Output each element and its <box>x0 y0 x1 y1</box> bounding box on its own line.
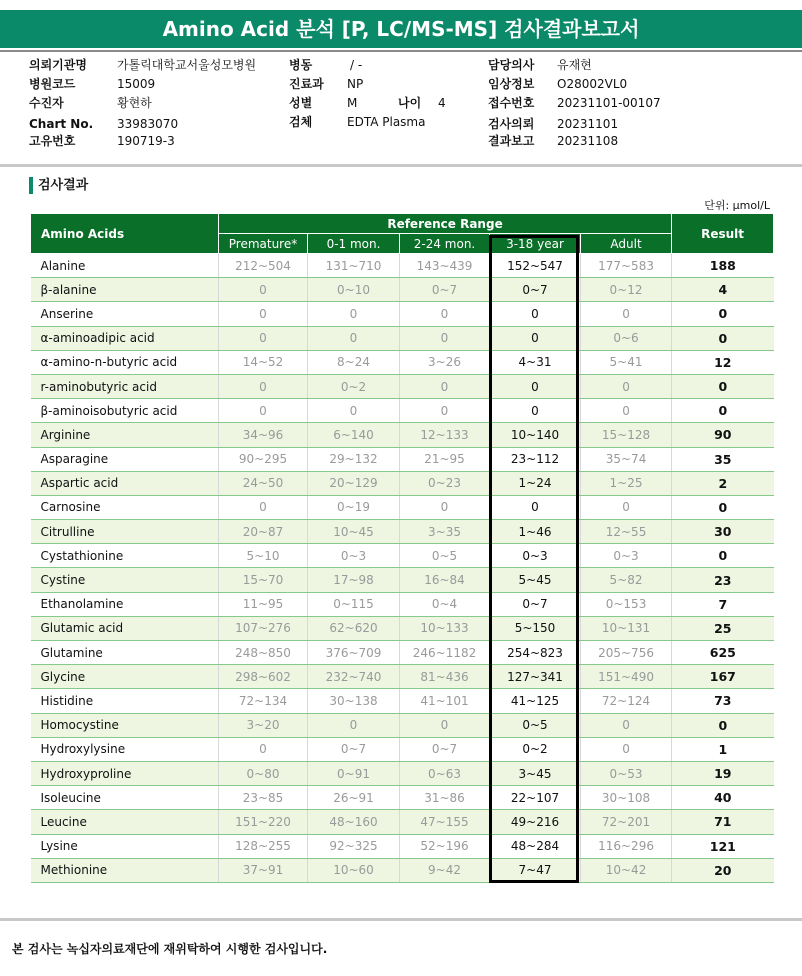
reference-range-cell: 0 <box>400 399 490 423</box>
result-value: 0 <box>672 495 774 519</box>
amino-acid-name: Hydroxyproline <box>31 761 219 785</box>
reference-range-cell: 0 <box>308 302 400 326</box>
reference-range-cell: 0 <box>308 326 400 350</box>
table-row <box>31 689 774 713</box>
reference-range-cell: 0 <box>581 399 672 423</box>
table-row <box>31 544 774 568</box>
info-value: NP <box>347 77 364 91</box>
info-value: 190719-3 <box>117 134 175 148</box>
reference-range-cell: 0 <box>490 374 581 398</box>
table-row <box>31 568 774 592</box>
table-row <box>31 399 774 423</box>
reference-range-cell: 26~91 <box>308 786 400 810</box>
result-value: 0 <box>672 399 774 423</box>
reference-range-cell: 107~276 <box>219 616 308 640</box>
reference-range-cell: 151~220 <box>219 810 308 834</box>
reference-range-cell: 16~84 <box>400 568 490 592</box>
info-label: 검사의뢰 <box>488 117 535 131</box>
table-row <box>31 665 774 689</box>
amino-acid-name: Homocystine <box>31 713 219 737</box>
reference-range-cell: 90~295 <box>219 447 308 471</box>
info-label: 접수번호 <box>488 96 535 110</box>
info-label: 병원코드 <box>29 77 76 91</box>
result-value: 30 <box>672 520 774 544</box>
reference-range-cell: 0 <box>490 302 581 326</box>
result-value: 625 <box>672 641 774 665</box>
reference-range-cell: 15~128 <box>581 423 672 447</box>
reference-range-cell: 0~53 <box>581 761 672 785</box>
reference-range-cell: 0 <box>581 374 672 398</box>
reference-range-cell: 0~2 <box>490 737 581 761</box>
info-label: 성별 <box>289 96 313 110</box>
reference-range-cell: 0 <box>581 737 672 761</box>
reference-range-cell: 62~620 <box>308 616 400 640</box>
reference-range-cell: 0 <box>581 495 672 519</box>
reference-range-cell: 0 <box>581 302 672 326</box>
table-row <box>31 737 774 761</box>
reference-range-cell: 81~436 <box>400 665 490 689</box>
reference-range-cell: 92~325 <box>308 834 400 858</box>
reference-range-cell: 48~160 <box>308 810 400 834</box>
result-value: 167 <box>672 665 774 689</box>
reference-range-cell: 212~504 <box>219 254 308 278</box>
reference-range-cell: 10~133 <box>400 616 490 640</box>
table-row <box>31 761 774 785</box>
reference-range-cell: 0 <box>400 374 490 398</box>
reference-range-cell: 0~3 <box>581 544 672 568</box>
reference-range-cell: 376~709 <box>308 641 400 665</box>
reference-range-cell: 205~756 <box>581 641 672 665</box>
reference-range-cell: 0 <box>308 399 400 423</box>
amino-acid-name: α-amino-n-butyric acid <box>31 350 219 374</box>
table-row <box>31 592 774 616</box>
reference-range-cell: 48~284 <box>490 834 581 858</box>
table-row <box>31 326 774 350</box>
info-label: 병동 <box>289 58 313 72</box>
info-value: 33983070 <box>117 117 179 131</box>
footer-note: 본 검사는 녹십자의료재단에 재위탁하여 시행한 검사입니다. <box>12 942 328 956</box>
reference-range-cell: 131~710 <box>308 254 400 278</box>
amino-acid-name: Hydroxylysine <box>31 737 219 761</box>
amino-acid-name: r-aminobutyric acid <box>31 374 219 398</box>
result-value: 0 <box>672 374 774 398</box>
reference-range-cell: 0~4 <box>400 592 490 616</box>
reference-range-cell: 72~134 <box>219 689 308 713</box>
info-label: 담당의사 <box>488 58 535 72</box>
reference-range-cell: 3~20 <box>219 713 308 737</box>
result-value: 0 <box>672 713 774 737</box>
amino-acid-name: Aspartic acid <box>31 471 219 495</box>
result-value: 188 <box>672 254 774 278</box>
table-row <box>31 641 774 665</box>
result-value: 25 <box>672 616 774 640</box>
info-label: 검체 <box>289 115 313 129</box>
amino-acid-name: Alanine <box>31 254 219 278</box>
reference-range-cell: 20~129 <box>308 471 400 495</box>
reference-range-cell: 14~52 <box>219 350 308 374</box>
reference-range-cell: 1~25 <box>581 471 672 495</box>
amino-acid-name: Glycine <box>31 665 219 689</box>
reference-range-cell: 41~101 <box>400 689 490 713</box>
result-value: 0 <box>672 326 774 350</box>
table-row <box>31 254 774 278</box>
reference-range-cell: 0~7 <box>490 278 581 302</box>
info-label: Chart No. <box>29 117 94 131</box>
col-header-ref: Adult <box>581 234 672 254</box>
result-value: 90 <box>672 423 774 447</box>
reference-range-cell: 0 <box>219 374 308 398</box>
result-value: 23 <box>672 568 774 592</box>
table-row <box>31 616 774 640</box>
reference-range-cell: 0 <box>400 713 490 737</box>
result-value: 71 <box>672 810 774 834</box>
reference-range-cell: 232~740 <box>308 665 400 689</box>
reference-range-cell: 5~10 <box>219 544 308 568</box>
table-row <box>31 858 774 882</box>
amino-acid-name: β-alanine <box>31 278 219 302</box>
reference-range-cell: 10~45 <box>308 520 400 544</box>
amino-acid-name: Methionine <box>31 858 219 882</box>
reference-range-cell: 0 <box>400 495 490 519</box>
result-value: 20 <box>672 858 774 882</box>
result-value: 12 <box>672 350 774 374</box>
info-value: O28002VL0 <box>557 77 628 91</box>
reference-range-cell: 24~50 <box>219 471 308 495</box>
amino-acid-name: Arginine <box>31 423 219 447</box>
info-label: 결과보고 <box>488 134 535 148</box>
reference-range-cell: 0~7 <box>308 737 400 761</box>
reference-range-cell: 0~5 <box>400 544 490 568</box>
info-value: 황현하 <box>117 96 152 110</box>
reference-range-cell: 3~45 <box>490 761 581 785</box>
reference-range-cell: 0~7 <box>400 278 490 302</box>
table-row <box>31 520 774 544</box>
reference-range-cell: 0~2 <box>308 374 400 398</box>
unit-label: 단위: μmol/L <box>704 199 770 212</box>
section-marker <box>29 177 33 194</box>
reference-range-cell: 116~296 <box>581 834 672 858</box>
col-header-ref: Premature* <box>219 234 308 254</box>
age-group-highlight-box <box>489 235 579 883</box>
result-value: 1 <box>672 737 774 761</box>
table-row <box>31 278 774 302</box>
reference-range-cell: 11~95 <box>219 592 308 616</box>
result-value: 40 <box>672 786 774 810</box>
reference-range-cell: 34~96 <box>219 423 308 447</box>
table-row <box>31 713 774 737</box>
info-value: EDTA Plasma <box>347 115 426 129</box>
reference-range-cell: 23~112 <box>490 447 581 471</box>
reference-range-cell: 31~86 <box>400 786 490 810</box>
result-value: 4 <box>672 278 774 302</box>
reference-range-cell: 52~196 <box>400 834 490 858</box>
reference-range-cell: 0 <box>219 302 308 326</box>
info-label: 진료과 <box>289 77 324 91</box>
reference-range-cell: 10~42 <box>581 858 672 882</box>
age-label: 나이 <box>398 96 422 110</box>
info-value: M <box>347 96 358 110</box>
info-value: 유재현 <box>557 58 592 72</box>
reference-range-cell: 0 <box>219 278 308 302</box>
col-header-ref: 0-1 mon. <box>308 234 400 254</box>
reference-range-cell: 127~341 <box>490 665 581 689</box>
reference-range-cell: 0 <box>219 495 308 519</box>
info-label: 수진자 <box>29 96 64 110</box>
reference-range-cell: 0~153 <box>581 592 672 616</box>
amino-acid-name: Carnosine <box>31 495 219 519</box>
result-value: 2 <box>672 471 774 495</box>
amino-acid-name: Lysine <box>31 834 219 858</box>
amino-acid-name: Histidine <box>31 689 219 713</box>
info-label: 의뢰기관명 <box>29 58 87 72</box>
reference-range-cell: 49~216 <box>490 810 581 834</box>
reference-range-cell: 10~60 <box>308 858 400 882</box>
reference-range-cell: 0 <box>400 326 490 350</box>
reference-range-cell: 0~7 <box>490 592 581 616</box>
reference-range-cell: 0~23 <box>400 471 490 495</box>
reference-range-cell: 0 <box>219 399 308 423</box>
amino-acid-name: Citrulline <box>31 520 219 544</box>
table-row <box>31 786 774 810</box>
reference-range-cell: 10~140 <box>490 423 581 447</box>
table-row <box>31 302 774 326</box>
reference-range-cell: 298~602 <box>219 665 308 689</box>
reference-range-cell: 37~91 <box>219 858 308 882</box>
reference-range-cell: 35~74 <box>581 447 672 471</box>
col-header-ref: 2-24 mon. <box>400 234 490 254</box>
reference-range-cell: 22~107 <box>490 786 581 810</box>
reference-range-cell: 0~3 <box>308 544 400 568</box>
table-row <box>31 423 774 447</box>
info-value: / - <box>350 58 363 72</box>
reference-range-cell: 0 <box>490 326 581 350</box>
table-row <box>31 350 774 374</box>
reference-range-cell: 0~7 <box>400 737 490 761</box>
reference-range-cell: 21~95 <box>400 447 490 471</box>
reference-range-cell: 0~3 <box>490 544 581 568</box>
title-divider <box>0 50 802 52</box>
reference-range-cell: 6~140 <box>308 423 400 447</box>
result-value: 19 <box>672 761 774 785</box>
reference-range-cell: 15~70 <box>219 568 308 592</box>
reference-range-cell: 47~155 <box>400 810 490 834</box>
reference-range-cell: 8~24 <box>308 350 400 374</box>
report-title: Amino Acid 분석 [P, LC/MS-MS] 검사결과보고서 <box>0 10 802 48</box>
amino-acid-name: Glutamic acid <box>31 616 219 640</box>
table-row <box>31 810 774 834</box>
reference-range-cell: 152~547 <box>490 254 581 278</box>
reference-range-cell: 72~201 <box>581 810 672 834</box>
reference-range-cell: 5~45 <box>490 568 581 592</box>
result-value: 73 <box>672 689 774 713</box>
result-value: 0 <box>672 302 774 326</box>
reference-range-cell: 0~80 <box>219 761 308 785</box>
result-value: 7 <box>672 592 774 616</box>
info-value: 20231101-00107 <box>557 96 661 110</box>
reference-range-cell: 0~12 <box>581 278 672 302</box>
amino-acid-name: Asparagine <box>31 447 219 471</box>
reference-range-cell: 0~6 <box>581 326 672 350</box>
reference-range-cell: 3~26 <box>400 350 490 374</box>
reference-range-cell: 151~490 <box>581 665 672 689</box>
reference-range-cell: 0~63 <box>400 761 490 785</box>
amino-acid-name: Ethanolamine <box>31 592 219 616</box>
info-value: 15009 <box>117 77 156 91</box>
amino-acid-name: Anserine <box>31 302 219 326</box>
reference-range-cell: 29~132 <box>308 447 400 471</box>
reference-range-cell: 20~87 <box>219 520 308 544</box>
amino-acid-name: Glutamine <box>31 641 219 665</box>
amino-acid-name: α-aminoadipic acid <box>31 326 219 350</box>
reference-range-cell: 0 <box>581 713 672 737</box>
amino-acid-name: Cystine <box>31 568 219 592</box>
reference-range-cell: 12~55 <box>581 520 672 544</box>
reference-range-cell: 0~5 <box>490 713 581 737</box>
info-label: 임상정보 <box>488 77 535 91</box>
reference-range-cell: 248~850 <box>219 641 308 665</box>
col-header-ref: 3-18 year <box>490 234 581 254</box>
info-value: 가톨릭대학교서울성모병원 <box>117 58 257 72</box>
table-row <box>31 834 774 858</box>
reference-range-cell: 7~47 <box>490 858 581 882</box>
reference-range-cell: 5~150 <box>490 616 581 640</box>
reference-range-cell: 41~125 <box>490 689 581 713</box>
col-header-amino-acids: Amino Acids <box>31 214 219 254</box>
table-row <box>31 447 774 471</box>
col-header-result: Result <box>672 214 774 254</box>
reference-range-cell: 0~10 <box>308 278 400 302</box>
reference-range-cell: 1~46 <box>490 520 581 544</box>
reference-range-cell: 17~98 <box>308 568 400 592</box>
reference-range-cell: 0 <box>490 399 581 423</box>
reference-range-cell: 0~115 <box>308 592 400 616</box>
section-divider <box>0 164 802 167</box>
table-row <box>31 495 774 519</box>
info-value: 20231101 <box>557 117 619 131</box>
info-label: 고유번호 <box>29 134 76 148</box>
reference-range-cell: 0 <box>490 495 581 519</box>
reference-range-cell: 4~31 <box>490 350 581 374</box>
amino-acid-name: Isoleucine <box>31 786 219 810</box>
reference-range-cell: 0 <box>219 737 308 761</box>
reference-range-cell: 9~42 <box>400 858 490 882</box>
section-title: 검사결과 <box>38 178 89 193</box>
reference-range-cell: 246~1182 <box>400 641 490 665</box>
reference-range-cell: 3~35 <box>400 520 490 544</box>
reference-range-cell: 72~124 <box>581 689 672 713</box>
reference-range-cell: 12~133 <box>400 423 490 447</box>
amino-acid-table <box>30 213 774 883</box>
reference-range-cell: 5~82 <box>581 568 672 592</box>
age-value: 4 <box>438 96 446 110</box>
reference-range-cell: 128~255 <box>219 834 308 858</box>
reference-range-cell: 30~138 <box>308 689 400 713</box>
reference-range-cell: 5~41 <box>581 350 672 374</box>
reference-range-cell: 0 <box>308 713 400 737</box>
result-value: 121 <box>672 834 774 858</box>
table-row <box>31 374 774 398</box>
reference-range-cell: 23~85 <box>219 786 308 810</box>
table-row <box>31 471 774 495</box>
amino-acid-name: β-aminoisobutyric acid <box>31 399 219 423</box>
info-value: 20231108 <box>557 134 619 148</box>
result-value: 0 <box>672 544 774 568</box>
amino-acid-name: Leucine <box>31 810 219 834</box>
result-value: 35 <box>672 447 774 471</box>
reference-range-cell: 0~19 <box>308 495 400 519</box>
reference-range-cell: 30~108 <box>581 786 672 810</box>
reference-range-cell: 0~91 <box>308 761 400 785</box>
reference-range-cell: 143~439 <box>400 254 490 278</box>
footer-divider <box>0 918 802 921</box>
amino-acid-name: Cystathionine <box>31 544 219 568</box>
reference-range-cell: 0 <box>219 326 308 350</box>
reference-range-cell: 10~131 <box>581 616 672 640</box>
reference-range-cell: 0 <box>400 302 490 326</box>
reference-range-cell: 254~823 <box>490 641 581 665</box>
reference-range-cell: 1~24 <box>490 471 581 495</box>
col-header-reference-range: Reference Range <box>219 214 672 234</box>
reference-range-cell: 177~583 <box>581 254 672 278</box>
